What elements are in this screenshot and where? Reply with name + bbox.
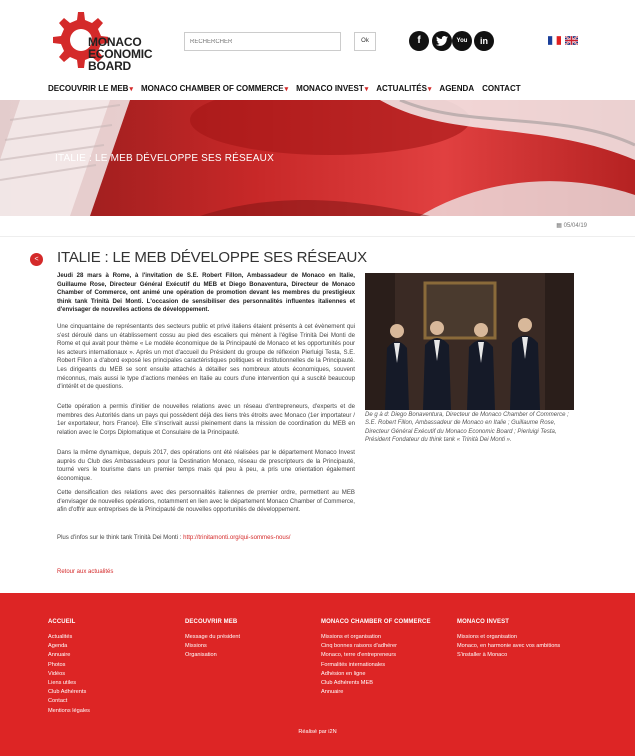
- footer-link[interactable]: Message du président: [185, 634, 241, 640]
- youtube-icon[interactable]: You: [452, 31, 472, 51]
- footer-link[interactable]: S'installer à Monaco: [457, 652, 508, 659]
- footer-link[interactable]: Contact: [48, 698, 68, 705]
- footer-link[interactable]: Club Adhérents MEB: [321, 680, 373, 687]
- search-input[interactable]: [184, 32, 341, 51]
- photo-caption: De g à d: Diego Bonaventura, Directeur de Monaco Chamber of Commerce ; S.E. Robert Fillon, Ambassadeur de Monaco en Italie ; Guillaume Rose, Directeur Général Exécutif du Monaco Economic Board ; Pierluigi Testa, Président Fondateur du think tank « Trinità Dei Monti ».: [365, 412, 569, 444]
- nav-monaco-invest[interactable]: [296, 84, 368, 98]
- footer-column-decouvrir: [185, 619, 240, 661]
- footer-link[interactable]: Annuaire: [321, 689, 344, 696]
- nav-label: AGENDA: [439, 84, 475, 93]
- footer-heading[interactable]: DECOUVRIR MEB: [185, 619, 238, 625]
- footer-column-accueil: [48, 619, 90, 716]
- banner-title: ITALIE : LE MEB DÉVELOPPE SES RÉSEAUX: [55, 153, 274, 164]
- article-paragraph: Une cinquantaine de représentants des secteurs public et privé italiens étaient présents à cet évènement qui s'est déroulé dans un établissement cossu au pied des escaliers qui mènent à l'église Trinità Dei Monti de Rome et qui avait pour thème « Le modèle économique de la Principauté de Monaco et les opportunités pour les acteurs internationaux ». Après un mot d'accueil du Président du groupe de réflexion Pierluigi Testa, S.E. Robert Fillon a d'abord exposé les principales caractéristiques politiques et institutionnelles de la Principauté. Les dirigeants du MEB se sont ensuite attachés à détailler ses nombreux atouts économiques, souvent méconnus, mais aussi le type d'actions menées en Italie au cours d'une intervention qui a suscité beaucoup d'intérêt et de questions.: [57, 323, 355, 391]
- footer-link[interactable]: Agenda: [48, 643, 68, 650]
- footer-column-chamber: [321, 619, 431, 697]
- nav-monaco-chamber[interactable]: [141, 84, 288, 98]
- share-icon[interactable]: <: [30, 253, 43, 266]
- footer-link[interactable]: Missions: [185, 643, 207, 650]
- nav-label: ACTUALITÉS: [376, 84, 427, 93]
- footer-heading[interactable]: ACCUEIL: [48, 619, 76, 625]
- footer-link[interactable]: Annuaire: [48, 652, 71, 659]
- think-tank-link[interactable]: http://trinitamonti.org/qui-sommes-nous/: [183, 534, 291, 541]
- article-paragraph: Cette opération a permis d'initier de nouvelles relations avec un réseau d'entrepreneurs, d'experts et de membres des Autorités dans un pays qui possèdent déjà des liens très étroits avec Monaco (1er importateur / 1er exportateur, hors France). Elle s'inscrivait aussi pleinement dans la mission de coordination du MEB en relation avec le Corps Diplomatique et Consulaire de la Principauté.: [57, 403, 355, 436]
- article-lead: Jeudi 28 mars à Rome, à l'invitation de S.E. Robert Fillon, Ambassadeur de Monaco en Italie, Guillaume Rose, Directeur Général Exécutif du MEB et Diego Bonaventura, Directeur de Monaco Chamber of Commerce, ont animé une opération de promotion devant les membres du prestigieux think tank Trinità Dei Monti. L'occasion de sensibiliser des personnalités influentes italiennes et d'envisager de nouvelles actions de développement.: [57, 272, 355, 314]
- nav-label: MONACO INVEST: [296, 84, 364, 93]
- logo-text: [88, 36, 152, 72]
- logo-line-3: BOARD: [88, 59, 131, 73]
- chevron-down-icon: ▾: [427, 86, 432, 93]
- page-banner: [0, 100, 635, 216]
- article-date: [556, 222, 587, 229]
- nav-label: CONTACT: [482, 84, 521, 93]
- footer-link[interactable]: Missions et organisation: [321, 634, 382, 640]
- more-info: [57, 534, 355, 543]
- footer-link[interactable]: Monaco, terre d'entrepreneurs: [321, 652, 397, 659]
- search-button[interactable]: Ok: [354, 32, 376, 51]
- nav-contact[interactable]: [482, 84, 521, 98]
- footer-link[interactable]: Organisation: [185, 652, 217, 659]
- footer-link[interactable]: Vidéos: [48, 670, 66, 677]
- logo[interactable]: [48, 8, 178, 74]
- more-info-prefix: Plus d'infos sur le think tank Trinità Dei Monti :: [57, 534, 184, 541]
- footer-link[interactable]: Mentions légales: [48, 707, 90, 714]
- chevron-down-icon: ▾: [284, 86, 289, 93]
- footer-heading[interactable]: MONACO CHAMBER OF COMMERCE: [321, 619, 431, 625]
- site-header: [0, 0, 635, 100]
- footer-link[interactable]: Club Adhérents: [48, 689, 87, 696]
- chevron-down-icon: ▾: [364, 86, 369, 93]
- footer-link[interactable]: Missions et organisation: [457, 634, 518, 640]
- nav-actualites[interactable]: [376, 84, 431, 98]
- footer-link[interactable]: Actualités: [48, 634, 73, 640]
- date-value: 05/04/19: [563, 223, 587, 229]
- article-photo: [365, 273, 574, 410]
- footer-link[interactable]: Liens utiles: [48, 680, 76, 687]
- footer-link[interactable]: Photos: [48, 661, 66, 668]
- uk-flag-icon[interactable]: [565, 36, 578, 45]
- site-footer: [0, 593, 635, 756]
- footer-link[interactable]: Monaco, en harmonie avec vos ambitions: [457, 643, 561, 650]
- article-title: ITALIE : LE MEB DÉVELOPPE SES RÉSEAUX: [57, 249, 367, 266]
- footer-credit[interactable]: Réalisé par i2N: [298, 729, 337, 735]
- footer-column-invest: [457, 619, 560, 661]
- nav-agenda[interactable]: [439, 84, 474, 98]
- facebook-icon[interactable]: f: [409, 31, 429, 51]
- chevron-down-icon: ▾: [129, 86, 133, 93]
- nav-label: MONACO CHAMBER OF COMMERCE: [140, 84, 284, 93]
- footer-link[interactable]: Adhésion en ligne: [321, 670, 366, 677]
- logo-line-1: MONACO: [88, 35, 142, 49]
- main-nav: [48, 84, 529, 98]
- article-paragraph: Cette densification des relations avec des personnalités italiennes de premier ordre, permettent au MEB d'envisager de nouvelles opérations, notamment en lien avec le département Monaco Chamber of Commerce, afin d'offrir aux entreprises de la Principauté de nouvelles opportunités de développement.: [57, 489, 355, 514]
- logo-line-2: ECONOMIC: [88, 47, 153, 61]
- nav-decouvrir-meb[interactable]: [48, 84, 133, 98]
- french-flag-icon[interactable]: [548, 36, 561, 45]
- footer-heading[interactable]: MONACO INVEST: [457, 619, 509, 625]
- article-paragraph: Dans la même dynamique, depuis 2017, des opérations ont été réalisées par le département Monaco Invest auprès du Club des Ambassadeurs pour la Destination Monaco, réseau de prescripteurs de la Principauté, tourné vers le tourisme dans un premier temps mais qui peu à peu, a pris une orientation également économique.: [57, 449, 355, 482]
- nav-label: DECOUVRIR LE MEB: [48, 84, 129, 93]
- footer-link[interactable]: Formalités internationales: [321, 661, 386, 668]
- linkedin-icon[interactable]: in: [474, 31, 494, 51]
- footer-link[interactable]: Cinq bonnes raisons d'adhérer: [321, 643, 398, 650]
- twitter-icon[interactable]: [432, 31, 452, 51]
- calendar-icon: ▦: [556, 223, 564, 229]
- back-to-news-link[interactable]: Retour aux actualités: [57, 569, 114, 575]
- divider: [0, 236, 635, 237]
